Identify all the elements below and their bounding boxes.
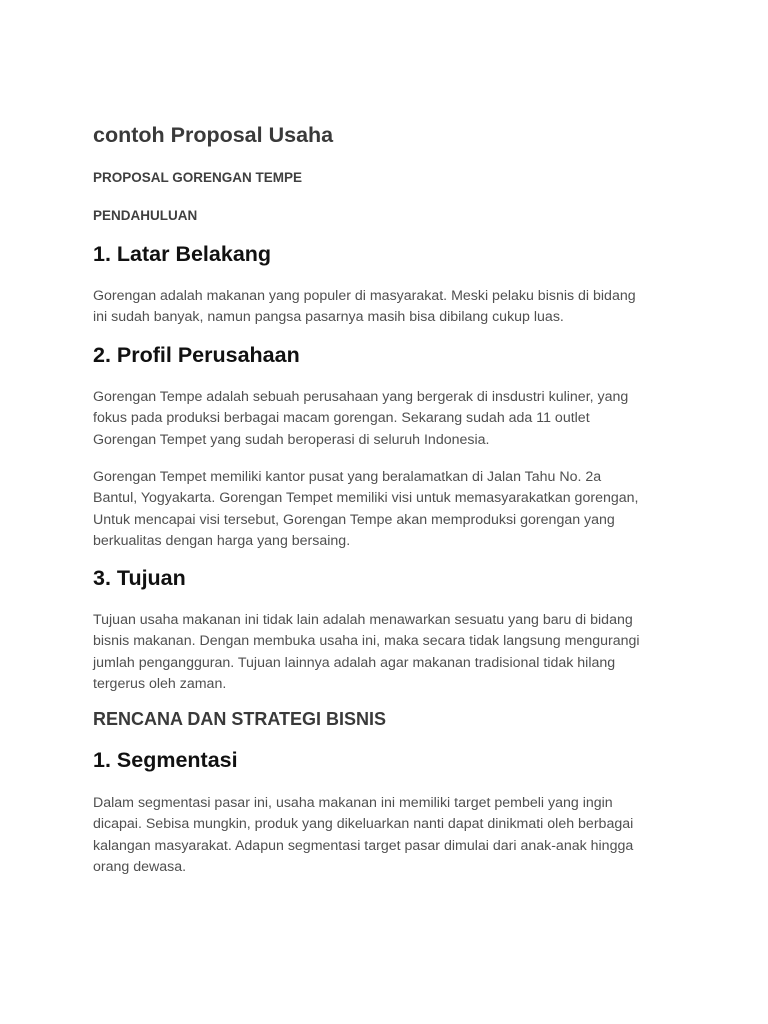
document-title: contoh Proposal Usaha: [93, 123, 334, 147]
text-line: Bantul, Yogyakarta. Gorengan Tempet memiliki visi untuk memasyarakatkan gorengan,: [93, 490, 639, 507]
section-heading-tujuan: 3. Tujuan: [93, 566, 186, 590]
text-line: jumlah pengangguran. Tujuan lainnya adalah agar makanan tradisional tidak hilang: [93, 654, 616, 671]
section-heading-latar-belakang: 1. Latar Belakang: [93, 242, 272, 266]
part-heading-rencana-strategi: RENCANA DAN STRATEGI BISNIS: [93, 709, 387, 729]
text-line: tergerus oleh zaman.: [93, 675, 227, 692]
paragraph-profil-1: [93, 387, 683, 451]
text-line: dicapai. Sebisa mungkin, produk yang dikeluarkan nanti dapat dinikmati oleh berbagai: [93, 816, 634, 833]
section-heading-segmentasi: 1. Segmentasi: [93, 748, 238, 772]
text-line: Dalam segmentasi pasar ini, usaha makanan ini memiliki target pembeli yang ingin: [93, 795, 613, 811]
section-heading-profil-perusahaan: 2. Profil Perusahaan: [93, 343, 300, 367]
text-line: Gorengan Tempe adalah sebuah perusahaan yang bergerak di insdustri kuliner, yang: [93, 389, 629, 405]
text-line: orang dewasa.: [93, 858, 187, 875]
text-line: berkualitas dengan harga yang bersaing.: [93, 532, 351, 549]
paragraph-tujuan: [93, 610, 683, 695]
text-line: Gorengan adalah makanan yang populer di masyarakat. Meski pelaku bisnis di bidang: [93, 288, 636, 304]
text-line: Gorengan Tempet yang sudah beroperasi di seluruh Indonesia.: [93, 431, 490, 448]
text-line: Tujuan usaha makanan ini tidak lain adalah menawarkan sesuatu yang baru di bidang: [93, 612, 633, 628]
paragraph-profil-2: [93, 467, 683, 552]
paragraph-segmentasi: [93, 793, 683, 878]
text-line: Gorengan Tempet memiliki kantor pusat yang beralamatkan di Jalan Tahu No. 2a: [93, 469, 602, 485]
text-line: Untuk mencapai visi tersebut, Gorengan Tempe akan memproduksi gorengan yang: [93, 511, 615, 528]
paragraph-latar-belakang: [93, 286, 683, 329]
text-line: ini sudah banyak, namun pangsa pasarnya masih bisa dibilang cukup luas.: [93, 309, 564, 326]
text-line: bisnis makanan. Dengan membuka usaha ini, maka secara tidak langsung mengurangi: [93, 633, 640, 650]
text-line: fokus pada produksi berbagai macam gorengan. Sekarang sudah ada 11 outlet: [93, 410, 590, 427]
proposal-subtitle: PROPOSAL GORENGAN TEMPE: [93, 170, 303, 185]
text-line: kalangan masyarakat. Adapun segmentasi target pasar dimulai dari anak-anak hingga: [93, 837, 634, 854]
intro-label: PENDAHULUAN: [93, 208, 198, 223]
